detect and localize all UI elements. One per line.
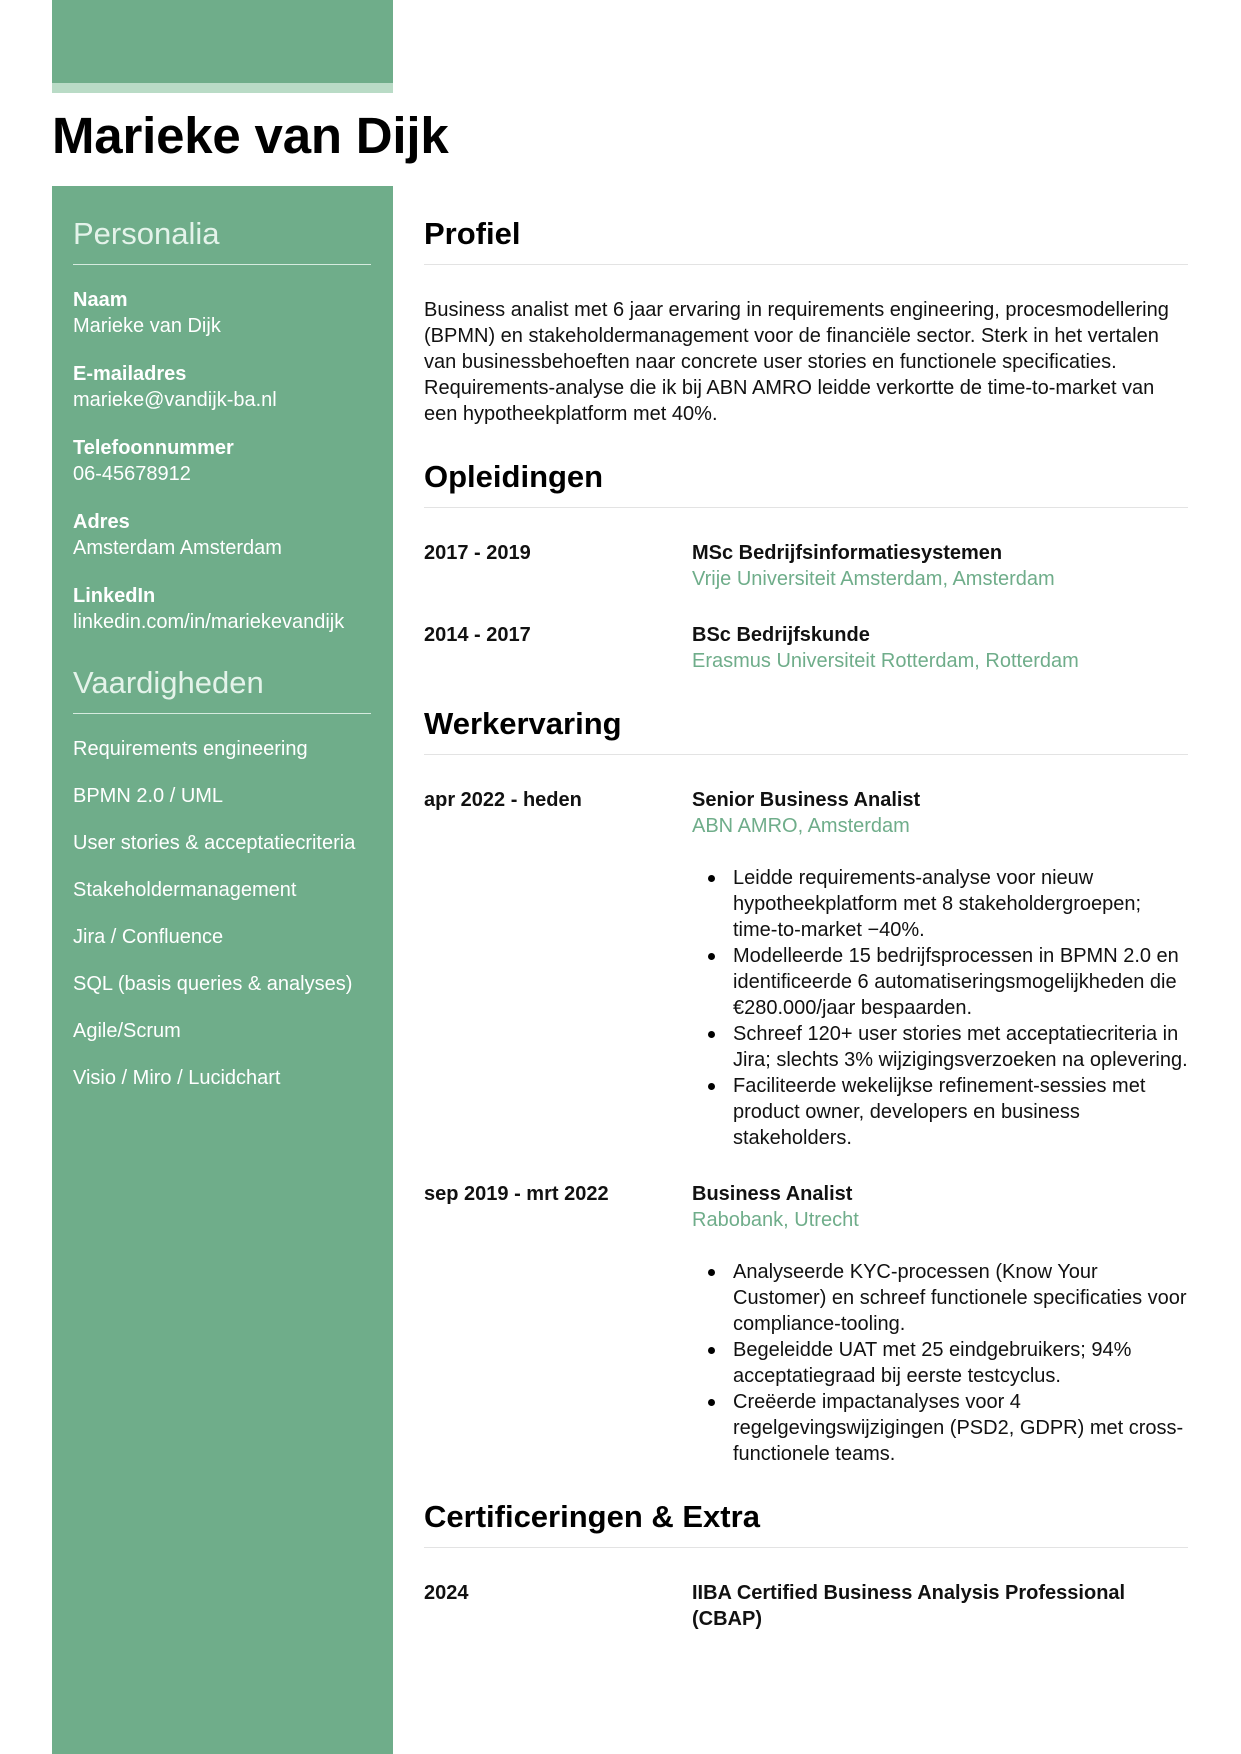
contact-label: Telefoonnummer bbox=[73, 437, 234, 459]
contact-value: 06-45678912 bbox=[73, 463, 191, 485]
entry-date: sep 2019 - mrt 2022 bbox=[424, 1183, 609, 1205]
bullet-item: Faciliteerde wekelijkse refinement-sessies met product owner, developers en business stakeholders. bbox=[692, 1073, 1188, 1151]
candidate-name: Marieke van Dijk bbox=[52, 107, 449, 164]
skill-item: Agile/Scrum bbox=[73, 1020, 181, 1042]
entry-org: Vrije Universiteit Amsterdam, Amsterdam bbox=[692, 568, 1055, 590]
entry-body bbox=[692, 1580, 1188, 1632]
bullet-item: Analyseerde KYC-processen (Know Your Customer) en schreef functionele specificaties voor compliance-tooling. bbox=[692, 1259, 1188, 1337]
entry-body bbox=[692, 787, 1188, 1151]
entry-date: 2024 bbox=[424, 1582, 469, 1604]
contact-email bbox=[73, 361, 371, 413]
bullet-item: Leidde requirements-analyse voor nieuw hypotheekplatform met 8 stakeholdergroepen; time-to-market −40%. bbox=[692, 865, 1188, 943]
profile-section bbox=[424, 186, 1188, 427]
entry-body bbox=[692, 540, 1188, 592]
skill-item: BPMN 2.0 / UML bbox=[73, 785, 224, 807]
entry-org: ABN AMRO, Amsterdam bbox=[692, 815, 910, 837]
section-title: Certificeringen & Extra bbox=[424, 1467, 1188, 1548]
skills-heading: Vaardigheden bbox=[73, 665, 371, 714]
profile-text: Business analist met 6 jaar ervaring in requirements engineering, procesmodellering (BPMN) en stakeholdermanagement voor de financiële sector. Sterk in het vertalen van businessbehoeften naar concrete user stories en functionele specificaties. Requirements-analyse die ik bij ABN AMRO leidde verkortte de time-to-market van een hypotheekplatform met 40%. bbox=[424, 299, 1169, 425]
contact-phone bbox=[73, 435, 371, 487]
contact-value: Marieke van Dijk bbox=[73, 315, 221, 337]
entry-org: Erasmus Universiteit Rotterdam, Rotterdam bbox=[692, 650, 1079, 672]
header-accent-stripe bbox=[52, 83, 393, 93]
skill-item: Jira / Confluence bbox=[73, 926, 224, 948]
contact-address bbox=[73, 509, 371, 561]
entry-org: Rabobank, Utrecht bbox=[692, 1209, 859, 1231]
entry-title: Business Analist bbox=[692, 1183, 853, 1205]
contact-name bbox=[73, 287, 371, 339]
contact-value[interactable]: linkedin.com/in/mariekevandijk bbox=[73, 611, 345, 633]
contact-label: LinkedIn bbox=[73, 585, 156, 607]
skill-item: Requirements engineering bbox=[73, 738, 308, 760]
entry-title: BSc Bedrijfskunde bbox=[692, 624, 870, 646]
entry-date: apr 2022 - heden bbox=[424, 789, 582, 811]
entry-title: Senior Business Analist bbox=[692, 789, 921, 811]
section-title: Profiel bbox=[424, 186, 1188, 265]
header-accent-block bbox=[52, 0, 393, 83]
contact-linkedin bbox=[73, 583, 371, 635]
bullet-item: Schreef 120+ user stories met acceptatiecriteria in Jira; slechts 3% wijzigingsverzoeken na oplevering. bbox=[692, 1021, 1188, 1073]
certification-entry bbox=[424, 1580, 1188, 1632]
skill-item: Stakeholdermanagement bbox=[73, 879, 297, 901]
skill-item: Visio / Miro / Lucidchart bbox=[73, 1067, 281, 1089]
education-section bbox=[424, 427, 1188, 674]
skill-item: User stories & acceptatiecriteria bbox=[73, 832, 356, 854]
skill-item: SQL (basis queries & analyses) bbox=[73, 973, 353, 995]
bullet-item: Modelleerde 15 bedrijfsprocessen in BPMN 2.0 en identificeerde 6 automatiseringsmogelijkheden die €280.000/jaar bespaarden. bbox=[692, 943, 1188, 1021]
contact-value[interactable]: marieke@vandijk-ba.nl bbox=[73, 389, 277, 411]
bullet-list bbox=[692, 1259, 1188, 1467]
experience-entry bbox=[424, 787, 1188, 1151]
contact-value: Amsterdam Amsterdam bbox=[73, 537, 282, 559]
main-content bbox=[424, 186, 1188, 1632]
entry-body bbox=[692, 622, 1188, 674]
entry-date: 2017 - 2019 bbox=[424, 542, 531, 564]
entry-title: IIBA Certified Business Analysis Professional (CBAP) bbox=[692, 1582, 1126, 1630]
experience-entry bbox=[424, 1181, 1188, 1467]
entry-date: 2014 - 2017 bbox=[424, 624, 531, 646]
bullet-item: Begeleidde UAT met 25 eindgebruikers; 94% acceptatiegraad bij eerste testcyclus. bbox=[692, 1337, 1188, 1389]
education-entry bbox=[424, 622, 1188, 674]
section-title: Werkervaring bbox=[424, 674, 1188, 755]
section-title: Opleidingen bbox=[424, 427, 1188, 508]
personal-heading: Personalia bbox=[73, 216, 371, 265]
contact-label: Naam bbox=[73, 289, 128, 311]
entry-body bbox=[692, 1181, 1188, 1467]
experience-section bbox=[424, 674, 1188, 1467]
bullet-list bbox=[692, 865, 1188, 1151]
entry-title: MSc Bedrijfsinformatiesystemen bbox=[692, 542, 1003, 564]
certifications-section bbox=[424, 1467, 1188, 1632]
sidebar bbox=[52, 186, 393, 1754]
bullet-item: Creëerde impactanalyses voor 4 regelgevingswijzigingen (PSD2, GDPR) met cross-functionele teams. bbox=[692, 1389, 1188, 1467]
education-entry bbox=[424, 540, 1188, 592]
contact-label: E-mailadres bbox=[73, 363, 187, 385]
contact-label: Adres bbox=[73, 511, 130, 533]
